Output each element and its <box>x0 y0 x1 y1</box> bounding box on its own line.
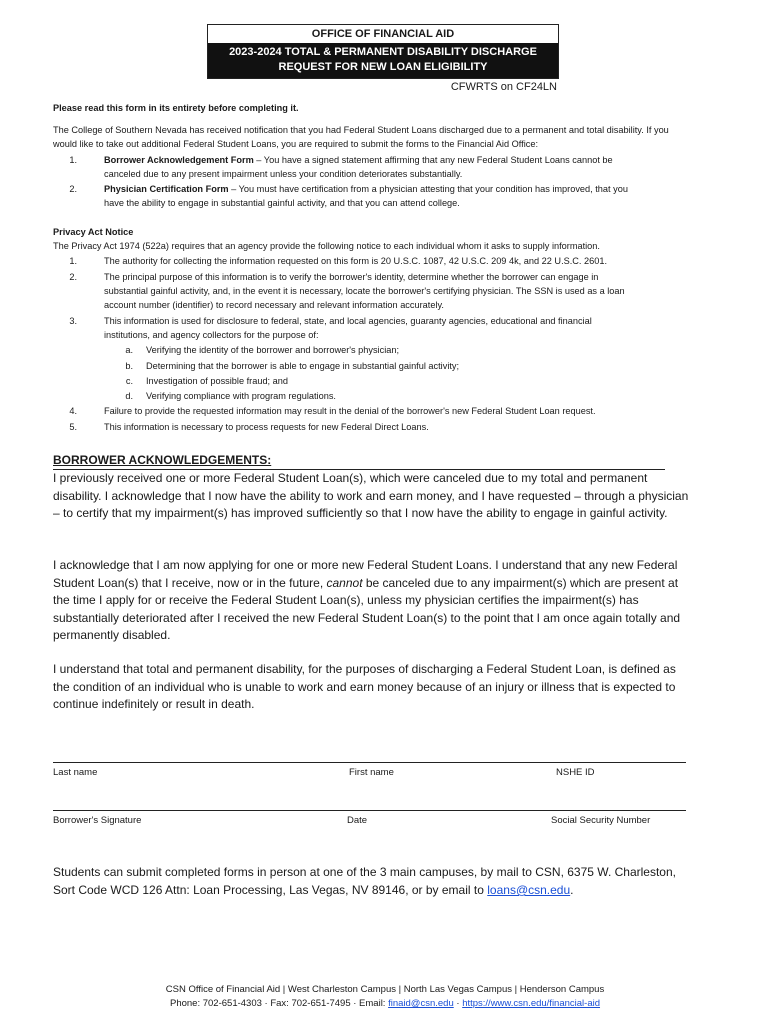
signature-line-1[interactable] <box>53 762 686 763</box>
sub-item-letter: a. <box>125 345 133 355</box>
intro-item-text-cont: have the ability to engage in substantial gainful activity, and that you can attend college. <box>104 198 460 208</box>
paragraph-text: I acknowledge that I am now applying for one or more new Federal Student Loans. I understand that any new Federal Student Loan(s) that I receive, now or in the future, <box>53 558 678 590</box>
intro-item-text: – You have a signed statement affirming that any new Federal Student Loans cannot be <box>253 155 613 165</box>
privacy-item-text: This information is necessary to process requests for new Federal Direct Loans. <box>104 422 429 432</box>
sub-item-text: Investigation of possible fraud; and <box>146 376 288 386</box>
acknowledgements-heading: BORROWER ACKNOWLEDGEMENTS: <box>53 453 665 470</box>
sub-item-letter: b. <box>125 361 133 371</box>
intro-item-text-cont: canceled due to any present impairment unless your condition deteriorates substantially. <box>104 169 463 179</box>
privacy-item-text: This information is used for disclosure to federal, state, and local agencies, guaranty agencies, educational and financial <box>104 316 592 326</box>
privacy-item-text-cont: institutions, and agency collectors for the purpose of: <box>104 330 319 340</box>
privacy-item-number: 1. <box>69 256 77 266</box>
nshe-id-label: NSHE ID <box>556 767 595 778</box>
signature-label: Borrower's Signature <box>53 815 142 826</box>
submission-instructions <box>53 863 693 899</box>
finaid-email-link[interactable]: finaid@csn.edu <box>388 998 454 1009</box>
acknowledgement-paragraph-2 <box>53 557 693 645</box>
intro-item-number: 2. <box>69 184 77 194</box>
signature-line-2[interactable] <box>53 810 686 811</box>
sub-item-letter: d. <box>125 391 133 401</box>
sub-item-text: Verifying the identity of the borrower and borrower's physician; <box>146 345 400 355</box>
first-name-label: First name <box>349 767 394 778</box>
last-name-label: Last name <box>53 767 98 778</box>
privacy-item-text-cont: substantial gainful activity, and, in the event it is necessary, locate the borrower's certifying physician. The SSN is used as a loan <box>104 286 625 296</box>
sub-item-text: Determining that the borrower is able to engage in substantial gainful activity; <box>146 361 460 371</box>
form-title-line-2: REQUEST FOR NEW LOAN ELIGIBILITY <box>278 61 488 73</box>
form-code: CFWRTS on CF24LN <box>450 81 557 93</box>
intro-item-number: 1. <box>69 155 77 165</box>
financial-aid-url-link[interactable]: https://www.csn.edu/financial-aid <box>462 998 601 1009</box>
intro-text: The College of Southern Nevada has received notification that you had Federal Student Loans discharged due to a permanent and total disability. If you would like to take out additional Federal Student Loans, you are required to submit the forms to the Financial Aid Office: <box>53 125 669 150</box>
intro-item-title: Borrower Acknowledgement Form <box>104 155 254 165</box>
office-title: OFFICE OF FINANCIAL AID <box>208 25 558 43</box>
intro-item-text: – You must have certification from a physician attesting that your condition has improved, that you <box>228 184 628 194</box>
privacy-item-text: Failure to provide the requested information may result in the denial of the borrower's new Federal Student Loan request. <box>104 406 596 416</box>
footer-phone-fax: Phone: 702-651-4303 · Fax: 702-651-7495 · Email: <box>169 998 389 1009</box>
acknowledgement-paragraph-1: I previously received one or more Federal Student Loan(s), which were canceled due to my total and permanent disability. I acknowledge that I now have the ability to work and earn money, and I have requested – through a physician – to certify that my impairment(s) has improved sufficiently so that I now have the ability to engage in gainful activity. <box>53 471 689 521</box>
privacy-intro: The Privacy Act 1974 (522a) requires that an agency provide the following notice to each individual whom it asks to supply information. <box>53 241 600 251</box>
form-title <box>208 43 558 78</box>
intro-item-title: Physician Certification Form <box>104 184 229 194</box>
footer-separator: · <box>453 998 463 1009</box>
privacy-item-number: 4. <box>69 406 77 416</box>
form-title-line-1: 2023-2024 TOTAL & PERMANENT DISABILITY DISCHARGE <box>229 46 537 58</box>
date-label: Date <box>347 815 368 826</box>
submission-text: Students can submit completed forms in person at one of the 3 main campuses, by mail to CSN, 6375 W. Charleston, Sort Code WCD 126 Attn: Loan Processing, Las Vegas, NV 89146, or by email to <box>53 865 676 897</box>
footer-contact <box>0 997 770 1011</box>
sub-item-letter: c. <box>125 376 133 386</box>
acknowledgement-paragraph-3: I understand that total and permanent disability, for the purposes of discharging a Federal Student Loan, is defined as the condition of an individual who is unable to work and earn money because of an injury or illness that is expected to continue indefinitely or result in death. <box>53 662 676 712</box>
emphasis-text: cannot <box>326 575 363 590</box>
paragraph-text: be canceled due to any impairment(s) which are present at the time I apply for or receive the Federal Student Loan(s), unless my physician certifies the impairment(s) has substantially deteriorated after I received the new Federal Student Loan(s) to the point that I am once again totally and permanently disabled. <box>53 575 681 643</box>
footer-campuses: CSN Office of Financial Aid | West Charleston Campus | North Las Vegas Campus | Henderson Campus <box>165 984 605 995</box>
loans-email-link[interactable]: loans@csn.edu <box>487 883 571 897</box>
privacy-item-number: 3. <box>69 316 77 326</box>
privacy-item-number: 2. <box>69 272 77 282</box>
privacy-item-number: 5. <box>69 422 77 432</box>
form-header <box>207 24 559 79</box>
privacy-item-text-cont: account number (identifier) to record necessary and relevant information accurately. <box>104 300 444 310</box>
privacy-heading: Privacy Act Notice <box>53 227 134 237</box>
ssn-label: Social Security Number <box>551 815 651 826</box>
submission-text-end: . <box>570 883 574 897</box>
read-note: Please read this form in its entirety before completing it. <box>53 103 299 113</box>
privacy-item-text: The authority for collecting the information requested on this form is 20 U.S.C. 1087, 42 U.S.C. 209 4k, and 22 U.S.C. 2601. <box>104 256 608 266</box>
sub-item-text: Verifying compliance with program regulations. <box>146 391 336 401</box>
privacy-item-text: The principal purpose of this information is to verify the borrower's identity, determine whether the borrower can engage in <box>104 272 599 282</box>
